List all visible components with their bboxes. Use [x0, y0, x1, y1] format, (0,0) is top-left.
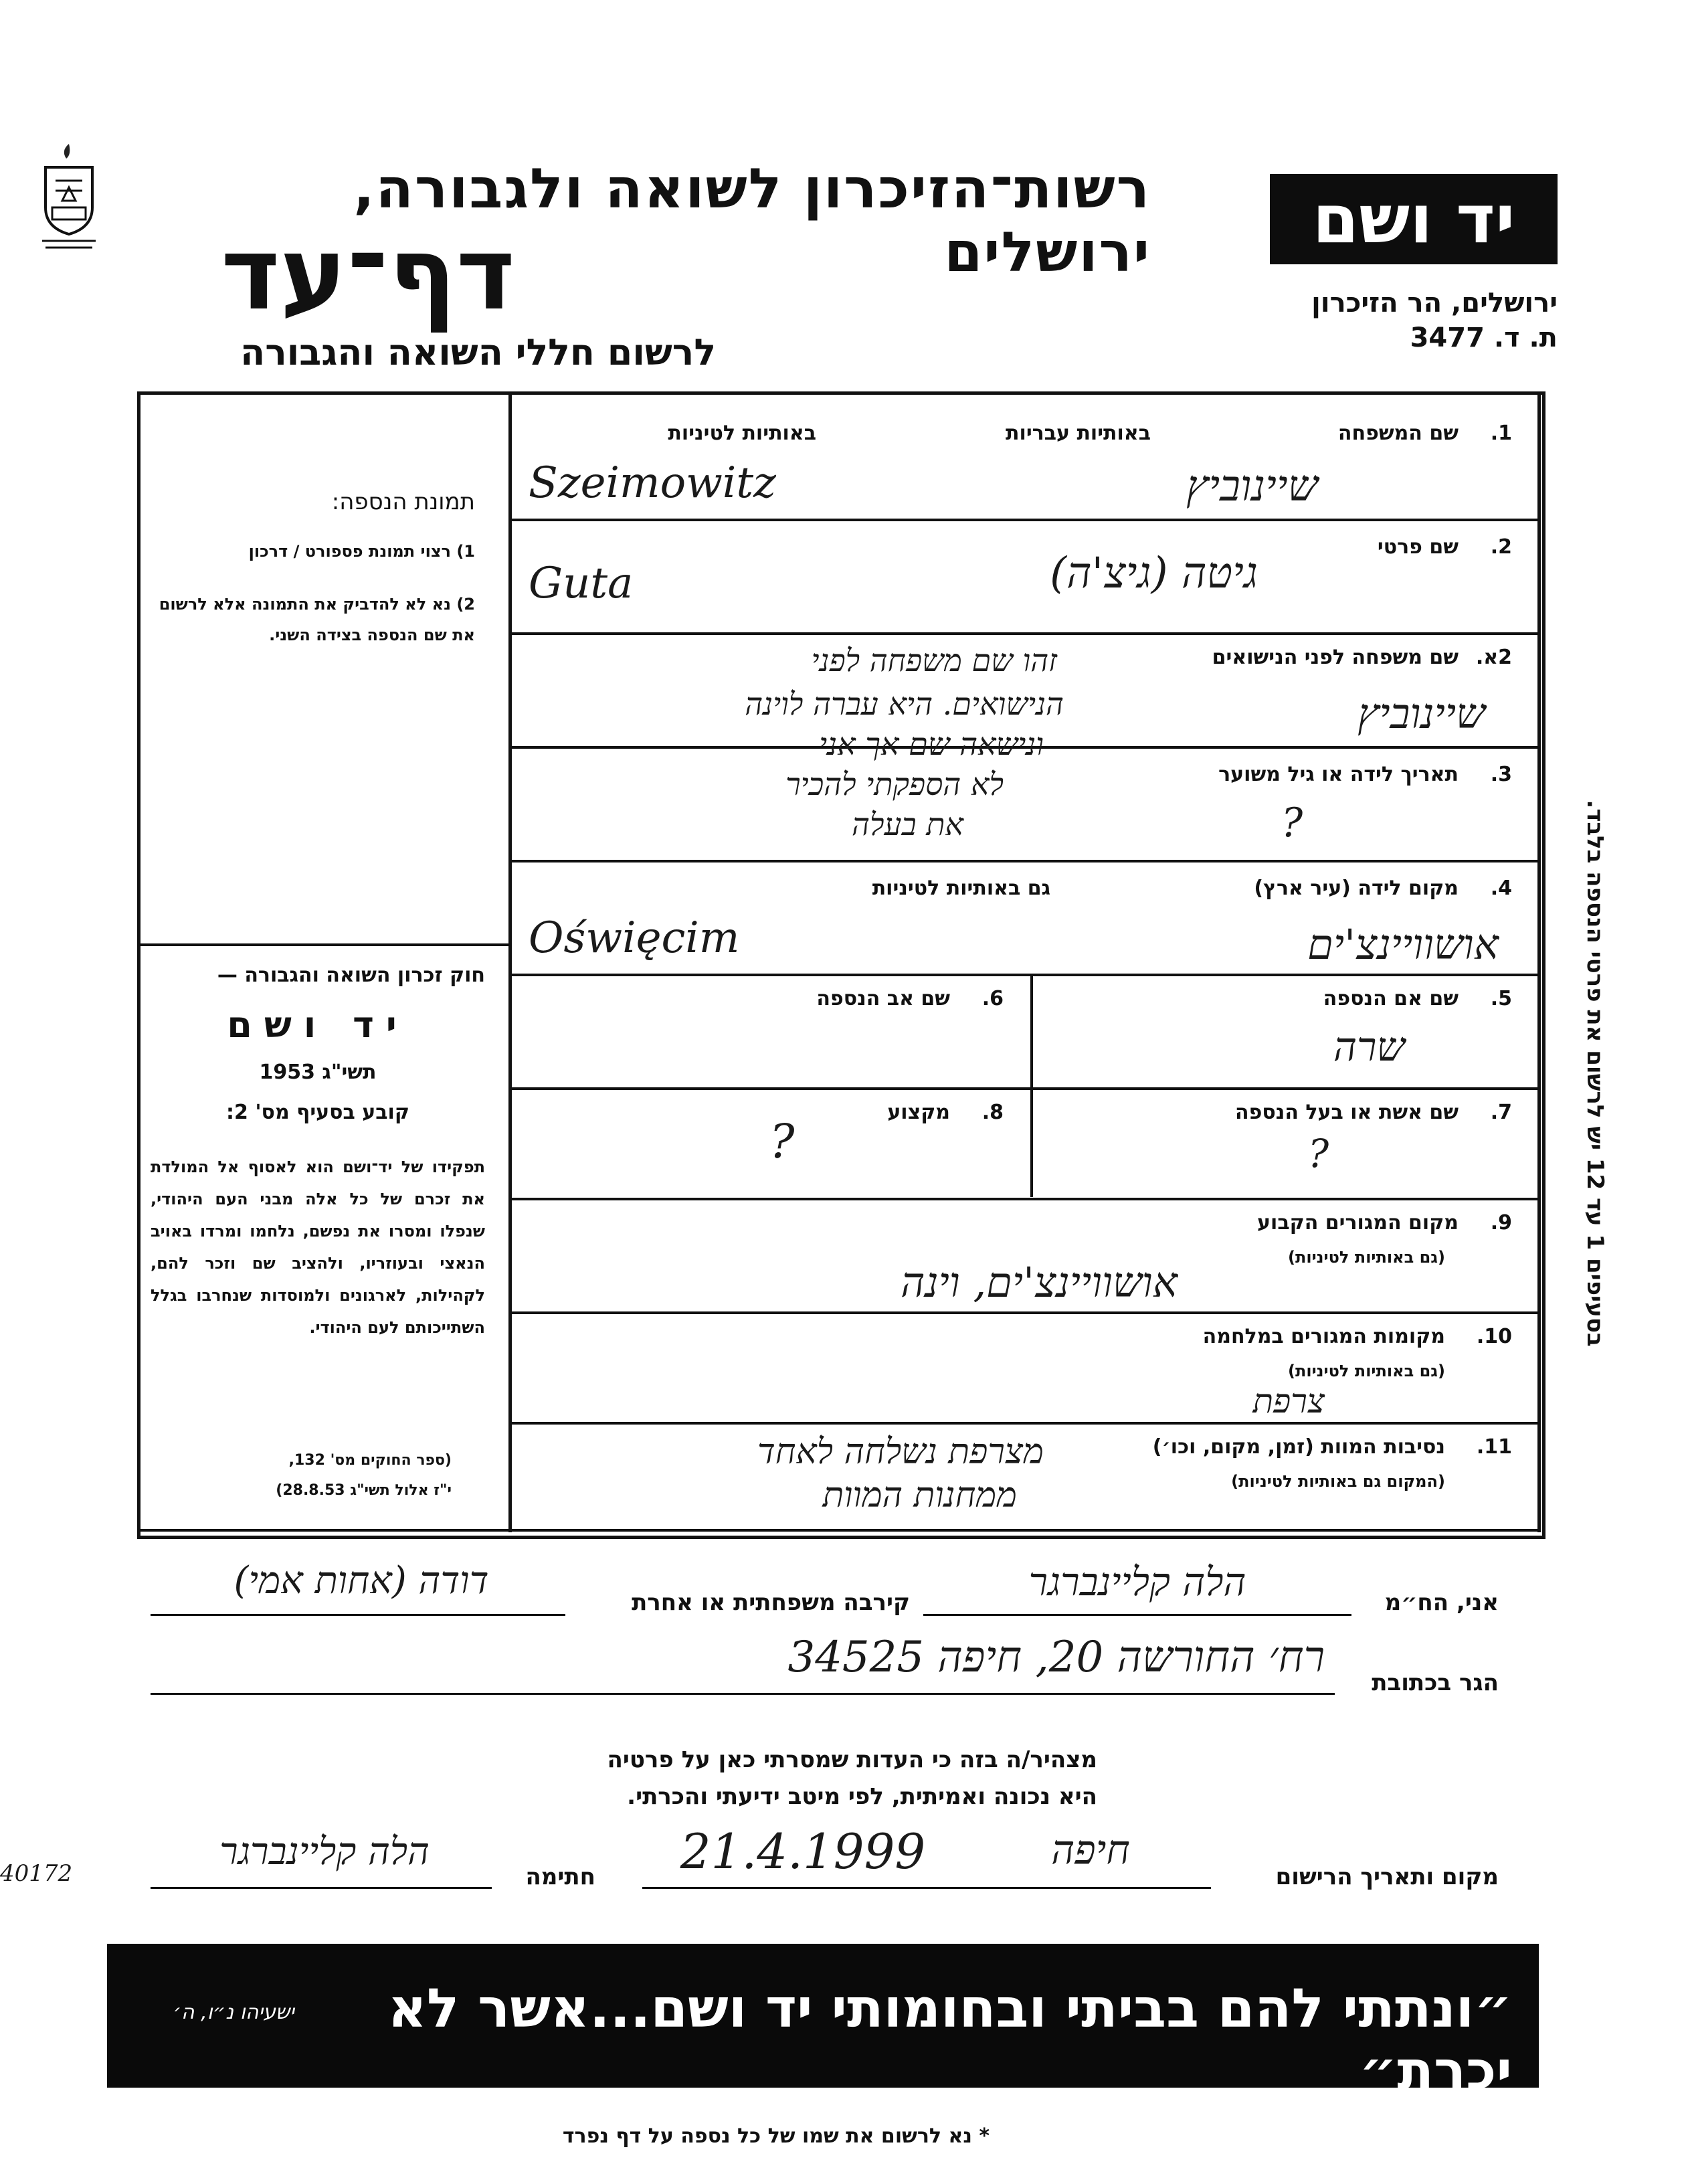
- place-date-label: מקום ותאריך הרישום: [1275, 1863, 1499, 1890]
- yad-vashem-logo: יד ושם: [1270, 174, 1558, 264]
- place-value[interactable]: חיפה: [1051, 1827, 1130, 1874]
- photo-note-1: 1) רצוי תמונת פספורט / דרכון: [248, 542, 475, 561]
- photo-box-title: תמונת הנספה:: [331, 488, 475, 515]
- field-11-label: נסיבות המוות (זמן, מקום, וכו׳): [1152, 1435, 1445, 1459]
- photo-note-2-text: 2) נא לא להדביק את התמונה אלא לרשום את שם הנספה בצידה השני.: [159, 595, 475, 644]
- field-11-value-2[interactable]: ממחנות המוות: [822, 1475, 1017, 1516]
- statement-line-2: היא נכונה ואמיתית, לפי מיטב ידיעתי והכרתי.: [627, 1783, 1097, 1810]
- field-6-label: שם אב הנספה: [816, 987, 950, 1010]
- field-4-latin-value[interactable]: Oświęcim: [529, 913, 740, 963]
- field-7-label: שם אשת או בעל הנספה: [1235, 1101, 1459, 1124]
- address-label: הגר בכתובת: [1372, 1669, 1499, 1696]
- field-2a-value[interactable]: שיינוביץ: [1357, 689, 1485, 738]
- field-2a-note-2[interactable]: הנישואים. היא עברה לוינה: [745, 686, 1064, 722]
- field-1-latin-value[interactable]: Szeimowitz: [529, 458, 776, 508]
- field-3-number: 3.: [1490, 763, 1512, 786]
- field-11-number: 11.: [1476, 1435, 1512, 1459]
- field-8-label: מקצוע: [887, 1101, 950, 1124]
- field-1-hebrew-value[interactable]: שיינוביץ: [1186, 462, 1318, 511]
- law-ref-1: (ספר החוקים מס' 132,: [288, 1452, 452, 1469]
- field-8-value[interactable]: ?: [769, 1114, 795, 1169]
- field-10-sublabel: (גם באותיות לטיניות): [1288, 1362, 1445, 1380]
- law-ref-2: י"ז אלול תשי"ג 28.8.53): [276, 1482, 452, 1499]
- banner-source: ישעיהו נ״ו, ה׳: [173, 2001, 294, 2024]
- margin-number: 40172: [0, 1860, 73, 1887]
- field-9-label: מקום המגורים הקבוע: [1257, 1211, 1459, 1235]
- field-11-sublabel: (המקום גם באותיות לטיניות): [1231, 1472, 1445, 1491]
- field-1-latin-label: באותיות לטיניות: [668, 422, 816, 445]
- field-2-hebrew-value[interactable]: גיטה (גיצ'ה): [1050, 549, 1258, 598]
- logo-pobox: ת. ד. 3477: [1410, 323, 1558, 353]
- field-9-number: 9.: [1490, 1211, 1512, 1235]
- field-10-value[interactable]: צרפת: [1252, 1382, 1325, 1421]
- field-2a-note-3[interactable]: ונישאה שם אך אני: [819, 726, 1044, 762]
- field-6-number: 6.: [981, 987, 1004, 1010]
- page-subtitle: לרשום חללי השואה והגבורה: [240, 331, 716, 373]
- field-3-note-2[interactable]: את בעלה: [852, 806, 963, 842]
- banner-quote: ״ונתתי להם בביתי ובחומותי יד ושם...אשר לא יכרת״: [387, 1977, 1512, 2102]
- field-11-value-1[interactable]: מצרפת נשלחה לאחד: [757, 1432, 1044, 1472]
- law-year: תשי"ג 1953: [259, 1061, 377, 1084]
- law-heading: חוק זכרון השואה והגבורה —: [217, 964, 485, 987]
- relation-value[interactable]: דודה (אחות אמי): [233, 1559, 489, 1603]
- field-10-number: 10.: [1476, 1325, 1512, 1348]
- statement-line-1: מצהיר/ה בזה כי העדות שמסרתי כאן על פרטיה: [607, 1746, 1097, 1773]
- field-7-value[interactable]: ?: [1308, 1131, 1329, 1176]
- field-5-number: 5.: [1490, 987, 1512, 1010]
- field-3-note-1[interactable]: לא הספקתי להכיר: [785, 766, 1004, 802]
- field-2a-note-1[interactable]: זהו שם משפחה לפני: [811, 642, 1057, 678]
- relation-label: קירבה משפחתית או אחרת: [632, 1589, 910, 1616]
- field-8-number: 8.: [981, 1101, 1004, 1124]
- page-title: דף־עד: [221, 216, 515, 333]
- field-1-number: 1.: [1490, 422, 1512, 445]
- field-3-label: תאריך לידה או גיל משוער: [1218, 763, 1459, 786]
- declarant-name[interactable]: הלה קליינברגר: [1028, 1559, 1246, 1605]
- field-10-label: מקומות המגורים במלחמה: [1202, 1325, 1445, 1348]
- field-3-value[interactable]: ?: [1281, 800, 1303, 846]
- authority-title: רשות־הזיכרון לשואה ולגבורה, ירושלים: [353, 157, 1151, 284]
- signature-label: חתימה: [525, 1863, 595, 1890]
- address-value[interactable]: רח׳ החורשה 20, חיפה 34525: [787, 1633, 1325, 1682]
- law-clause: קובע בסעיף מס' 2:: [226, 1101, 409, 1124]
- field-4-number: 4.: [1490, 877, 1512, 900]
- date-value[interactable]: 21.4.1999: [680, 1823, 926, 1880]
- field-1-label: שם המשפחה: [1337, 422, 1459, 445]
- field-2-latin-value[interactable]: Guta: [529, 559, 634, 608]
- field-5-value[interactable]: שרה: [1333, 1024, 1405, 1071]
- emblem-icon: [32, 141, 106, 254]
- field-1-hebrew-label: באותיות עבריות: [1006, 422, 1151, 445]
- field-4-hebrew-value[interactable]: אושוויינצ'ים: [1307, 920, 1499, 969]
- footer-note: * נא לרשום את שמו של כל נספה על דף נפרד: [562, 2124, 990, 2148]
- field-2-label: שם פרטי: [1377, 535, 1459, 559]
- field-2a-number: 2א.: [1475, 646, 1512, 669]
- law-body: תפקידו של יד־ושם הוא לאסוף אל המולדת את זכרם של כל אלה מבני העם היהודי, שנפלו ומסרו את נפשם, נלחמו ומרדו באויב הנאצי ובעוזריו, ולהציב שם וזכר להם, לקהילות, לארגונים ולמוסדות שנחרבו בגלל השתייכותם לעם היהודי.: [151, 1158, 485, 1337]
- side-note: בסעיפים 1 עד 12 יש לרשום את פרטי הנספה בלבד.: [1582, 800, 1608, 1347]
- field-9-sublabel: (גם באותיות לטיניות): [1288, 1248, 1445, 1267]
- logo-address: ירושלים, הר הזיכרון: [1311, 288, 1558, 318]
- law-yad-vashem: יד ושם: [227, 1004, 409, 1046]
- field-4-latin-label: גם באותיות לטיניות: [872, 877, 1050, 900]
- signature-value[interactable]: הלה קליינברגר: [219, 1830, 430, 1874]
- field-4-label: מקום לידה (עיר ארץ): [1254, 877, 1459, 900]
- field-7-number: 7.: [1490, 1101, 1512, 1124]
- declarant-label: אני, הח״מ: [1384, 1589, 1499, 1616]
- field-2-number: 2.: [1490, 535, 1512, 559]
- field-9-value[interactable]: אושוויינצ'ים, וינה: [901, 1258, 1178, 1307]
- field-2a-label: שם משפחה לפני הנישואים: [1212, 646, 1459, 669]
- field-5-label: שם אם הנספה: [1323, 987, 1459, 1010]
